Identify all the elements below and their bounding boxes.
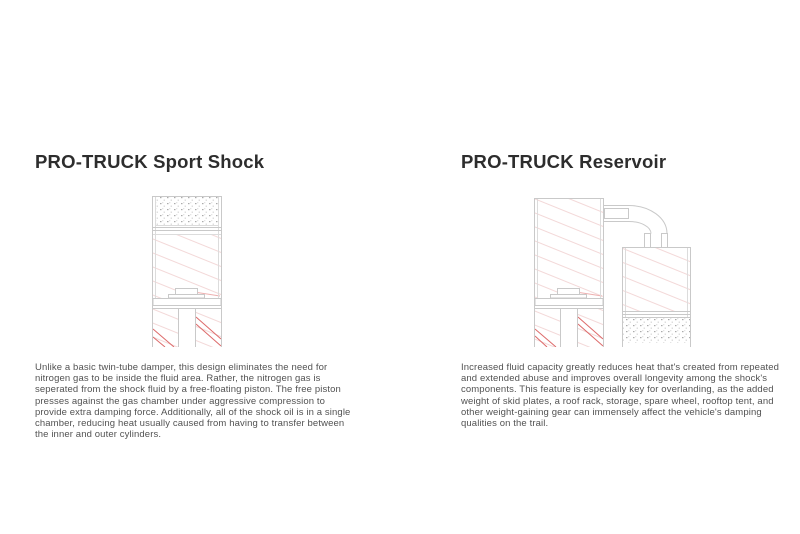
sport-shock-cross-section — [152, 196, 222, 347]
piston-rod — [561, 309, 578, 347]
reservoir-gas-chamber — [623, 318, 690, 343]
piston-rod — [179, 309, 196, 347]
reservoir-cross-section — [534, 198, 692, 347]
section-reservoir — [461, 0, 791, 534]
fluid-chamber-lower-left — [535, 308, 560, 347]
reservoir-fluid-chamber — [623, 248, 690, 311]
reservoir-floating-piston — [623, 312, 690, 318]
reservoir-diagram — [534, 198, 692, 347]
connecting-hose — [604, 206, 667, 234]
fluid-chamber-lower-left — [153, 308, 178, 347]
sport-shock-diagram — [152, 196, 222, 347]
section-description: Increased fluid capacity greatly reduces heat that's created from repeated and extended abuse and improves overall longevity among the shock's components. This feature is especially key for overlanding, as the added weight of skid plates, a roof rack, storage, spare wheel, rooftop tent, and other weight-gaining gear can immensely affect the vehicle's damping qualities on the trail. — [461, 362, 780, 430]
fluid-chamber — [535, 199, 603, 298]
section-sport-shock — [35, 0, 365, 534]
section-description: Unlike a basic twin-tube damper, this design eliminates the need for nitrogen gas to be inside the fluid area. Rather, the nitrogen gas is seperated from the shock fluid by a free-floating piston. The free piston presses against the gas chamber under aggressive compression to provide extra damping force. Additionally, all of the shock oil is in a single chamber, reducing heat usually caused from having to transfer between the inner and outer cylinders. — [35, 362, 351, 441]
section-title: PRO-TRUCK Reservoir — [461, 151, 667, 172]
gas-chamber — [155, 197, 219, 225]
section-title: PRO-TRUCK Sport Shock — [35, 151, 265, 172]
reservoir-inlet-ports — [645, 234, 668, 248]
floating-piston — [153, 226, 221, 235]
